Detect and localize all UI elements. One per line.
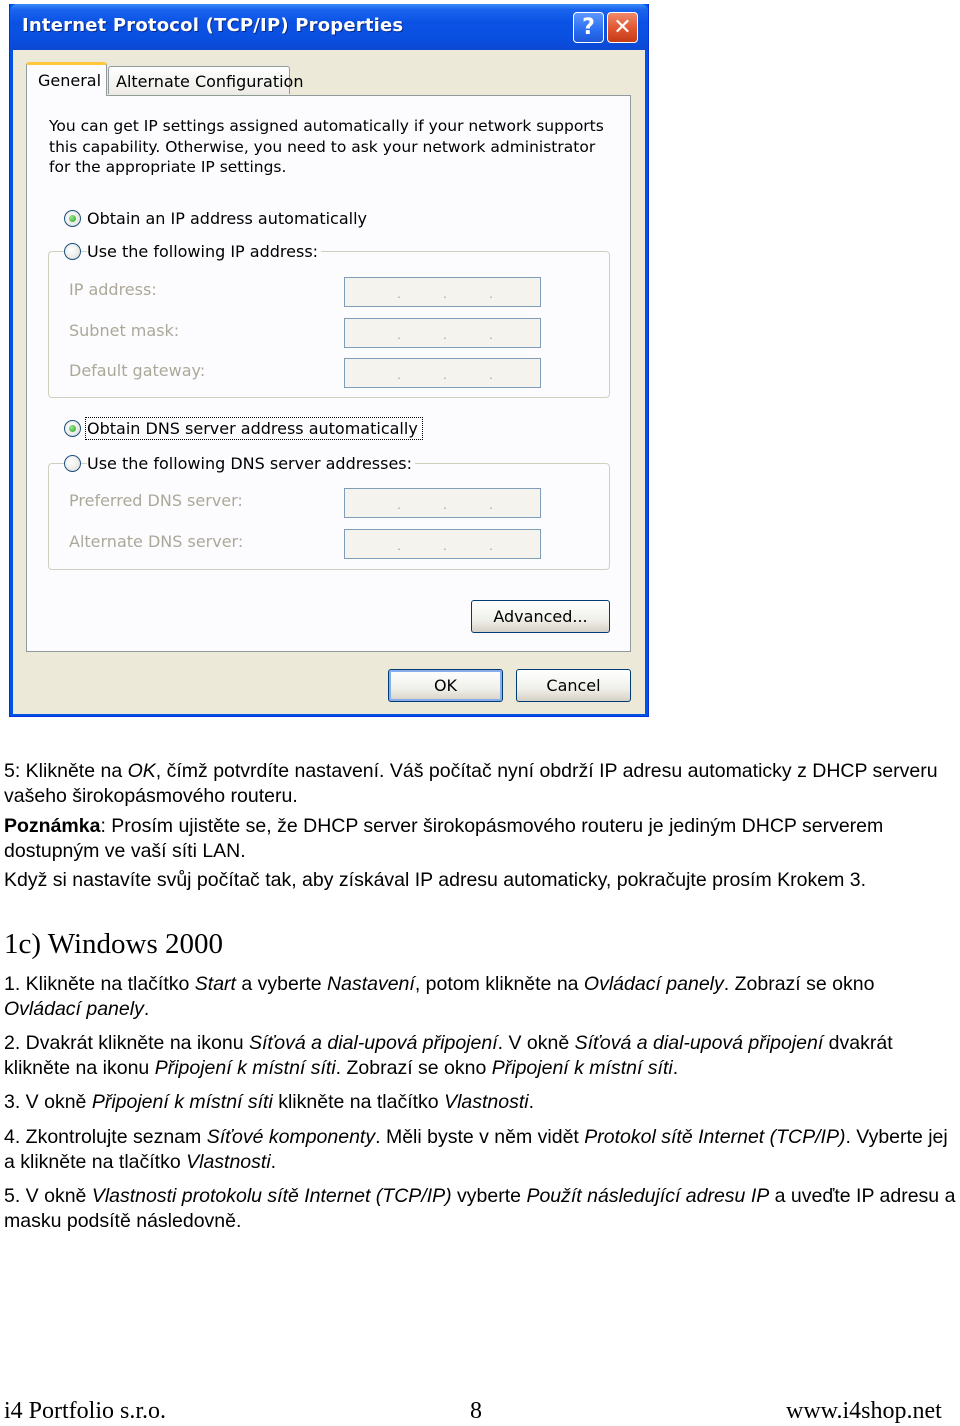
help-button[interactable] <box>573 12 604 43</box>
title-bar[interactable] <box>10 4 648 50</box>
footer-company: i4 Portfolio s.r.o. <box>4 1398 167 1424</box>
radio-obtain-dns-auto[interactable] <box>64 419 421 438</box>
radio-selected-icon <box>64 210 81 227</box>
alternate-dns-label: Alternate DNS server: <box>69 532 244 551</box>
step-4: 4. Zkontrolujte seznam Síťové komponenty. Měli byste v něm vidět Protokol sítě Internet (TCP/IP). Vyberte jej a klikněte na tlačítko Vlastnosti. <box>4 1126 948 1173</box>
ok-button[interactable]: OK <box>388 669 503 702</box>
radio-obtain-dns-auto-label: Obtain DNS server address automatically <box>87 419 421 438</box>
radio-obtain-ip-auto-label: Obtain an IP address automatically <box>87 209 370 228</box>
radio-use-following-ip[interactable] <box>64 242 321 261</box>
cancel-button[interactable]: Cancel <box>516 669 631 702</box>
ip-address-input[interactable]: . . . <box>344 277 541 307</box>
radio-selected-icon <box>64 420 81 437</box>
step-2: 2. Dvakrát klikněte na ikonu Síťová a dial-upová připojení. V okně Síťová a dial-upová připojení dvakrát klikněte na ikonu Připojení k místní síti. Zobrazí se okno Připojení k místní síti. <box>4 1032 893 1079</box>
subnet-mask-input[interactable]: . . . <box>344 318 541 348</box>
tab-alternate-configuration[interactable]: Alternate Configuration <box>108 66 290 94</box>
section-heading: 1c) Windows 2000 <box>4 928 224 960</box>
dialog-title: Internet Protocol (TCP/IP) Properties <box>22 15 404 36</box>
paragraph-continue: Když si nastavíte svůj počítač tak, aby získával IP adresu automaticky, pokračujte prosím Krokem 3. <box>4 869 866 891</box>
default-gateway-input[interactable]: . . . <box>344 358 541 388</box>
general-tab-panel <box>26 95 631 652</box>
default-gateway-label: Default gateway: <box>69 361 206 380</box>
footer-website: www.i4shop.net <box>786 1398 942 1424</box>
tab-general[interactable]: General <box>26 62 107 96</box>
close-icon: ✕ <box>613 15 632 40</box>
footer-page-number: 8 <box>470 1398 482 1424</box>
tcpip-properties-dialog <box>9 4 649 717</box>
step-1: 1. Klikněte na tlačítko Start a vyberte Nastavení, potom klikněte na Ovládací panely. Zobrazí se okno Ovládací panely. <box>4 973 875 1020</box>
help-icon: ? <box>582 15 595 40</box>
close-button[interactable] <box>607 12 638 43</box>
step-5: 5. V okně Vlastnosti protokolu sítě Internet (TCP/IP) vyberte Použít následující adresu IP a uveďte IP adresu a masku podsítě následovně. <box>4 1185 956 1232</box>
subnet-mask-label: Subnet mask: <box>69 321 180 340</box>
preferred-dns-label: Preferred DNS server: <box>69 491 243 510</box>
dialog-client-area <box>13 50 645 714</box>
paragraph-step5: 5: Klikněte na OK, čímž potvrdíte nastavení. Váš počítač nyní obdrží IP adresu automaticky z DHCP serveru vašeho širokopásmového routeru. <box>4 760 938 807</box>
advanced-button[interactable]: Advanced... <box>471 600 610 633</box>
radio-unselected-icon <box>64 243 81 260</box>
radio-use-following-dns-label: Use the following DNS server addresses: <box>87 454 415 473</box>
ip-address-label: IP address: <box>69 280 157 299</box>
paragraph-note: Poznámka: Prosím ujistěte se, že DHCP server širokopásmového routeru je jediným DHCP serverem dostupným ve vaší síti LAN. <box>4 815 884 862</box>
step-3: 3. V okně Připojení k místní síti klikněte na tlačítko Vlastnosti. <box>4 1091 535 1113</box>
preferred-dns-input[interactable]: . . . <box>344 488 541 518</box>
intro-text: You can get IP settings assigned automatically if your network supports this capability. Otherwise, you need to ask your network administrator for the appropriate IP settings. <box>49 117 604 176</box>
radio-use-following-dns[interactable] <box>64 454 415 473</box>
radio-unselected-icon <box>64 455 81 472</box>
alternate-dns-input[interactable]: . . . <box>344 529 541 559</box>
radio-obtain-ip-auto[interactable] <box>64 209 370 228</box>
radio-use-following-ip-label: Use the following IP address: <box>87 242 321 261</box>
